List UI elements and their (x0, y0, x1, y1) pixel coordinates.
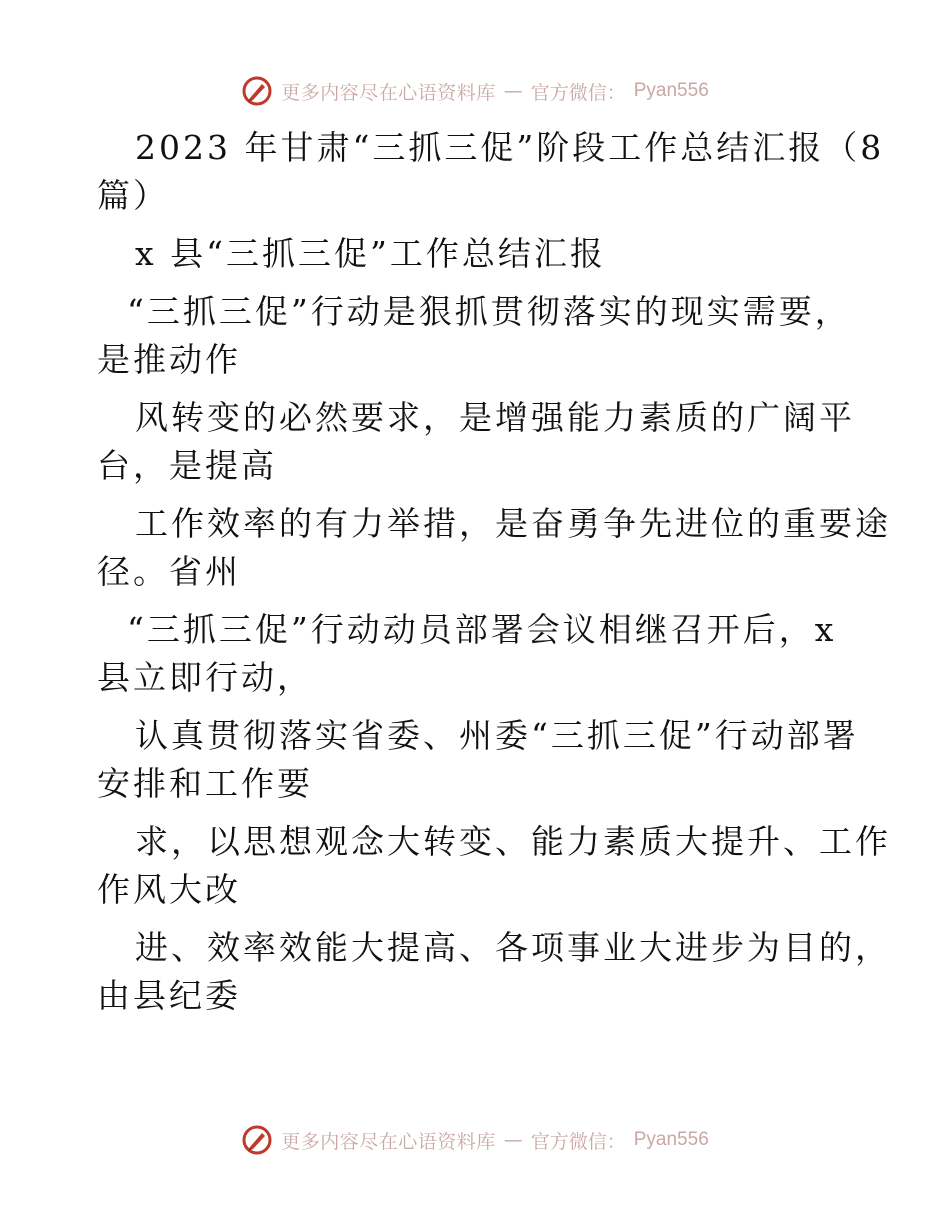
document-subtitle: x 县“三抓三促”工作总结汇报 (135, 234, 606, 273)
paragraph-line: “三抓三促”行动动员部署会议相继召开后，x (127, 610, 837, 649)
watermark-weixin-id: Pyan556 (633, 80, 709, 101)
paragraph-line: 县立即行动， (97, 658, 313, 697)
watermark-banner-bottom (0, 1120, 950, 1160)
watermark-banner-top (0, 71, 950, 111)
paragraph-line: “三抓三促”行动是狠抓贯彻落实的现实需要， (127, 292, 851, 331)
paragraph-line: 工作效率的有力举措，是奋勇争先进位的重要途 (135, 504, 891, 543)
paragraph-line: 求，以思想观念大转变、能力素质大提升、工作 (135, 822, 891, 861)
pen-logo-icon (241, 1124, 273, 1156)
paragraph-line: 进、效率效能大提高、各项事业大进步为目的， (135, 928, 891, 967)
document-title-line-1: 2023 年甘肃“三抓三促”阶段工作总结汇报（8 (135, 128, 885, 167)
document-body (97, 124, 891, 1020)
paragraph-line: 台，是提高 (97, 446, 277, 485)
document-title-line-2: 篇） (97, 176, 169, 215)
paragraph-line: 安排和工作要 (97, 764, 313, 803)
paragraph-line: 作风大改 (97, 870, 241, 909)
paragraph-line: 径。省州 (97, 552, 241, 591)
pen-logo-icon (241, 75, 273, 107)
paragraph-line: 是推动作 (97, 340, 241, 379)
watermark-main-text: 更多内容尽在心语资料库 (281, 81, 496, 104)
watermark-weixin-label: 官方微信： (530, 1130, 626, 1153)
watermark-main-text: 更多内容尽在心语资料库 (281, 1130, 496, 1153)
paragraph-line: 认真贯彻落实省委、州委“三抓三促”行动部署 (135, 716, 859, 755)
paragraph-line: 风转变的必然要求，是增强能力素质的广阔平 (135, 398, 855, 437)
watermark-dash: — (503, 1129, 523, 1151)
paragraph-line: 由县纪委 (97, 976, 241, 1015)
watermark-dash: — (503, 80, 523, 102)
watermark-weixin-id: Pyan556 (633, 1129, 709, 1150)
watermark-weixin-label: 官方微信： (530, 81, 626, 104)
